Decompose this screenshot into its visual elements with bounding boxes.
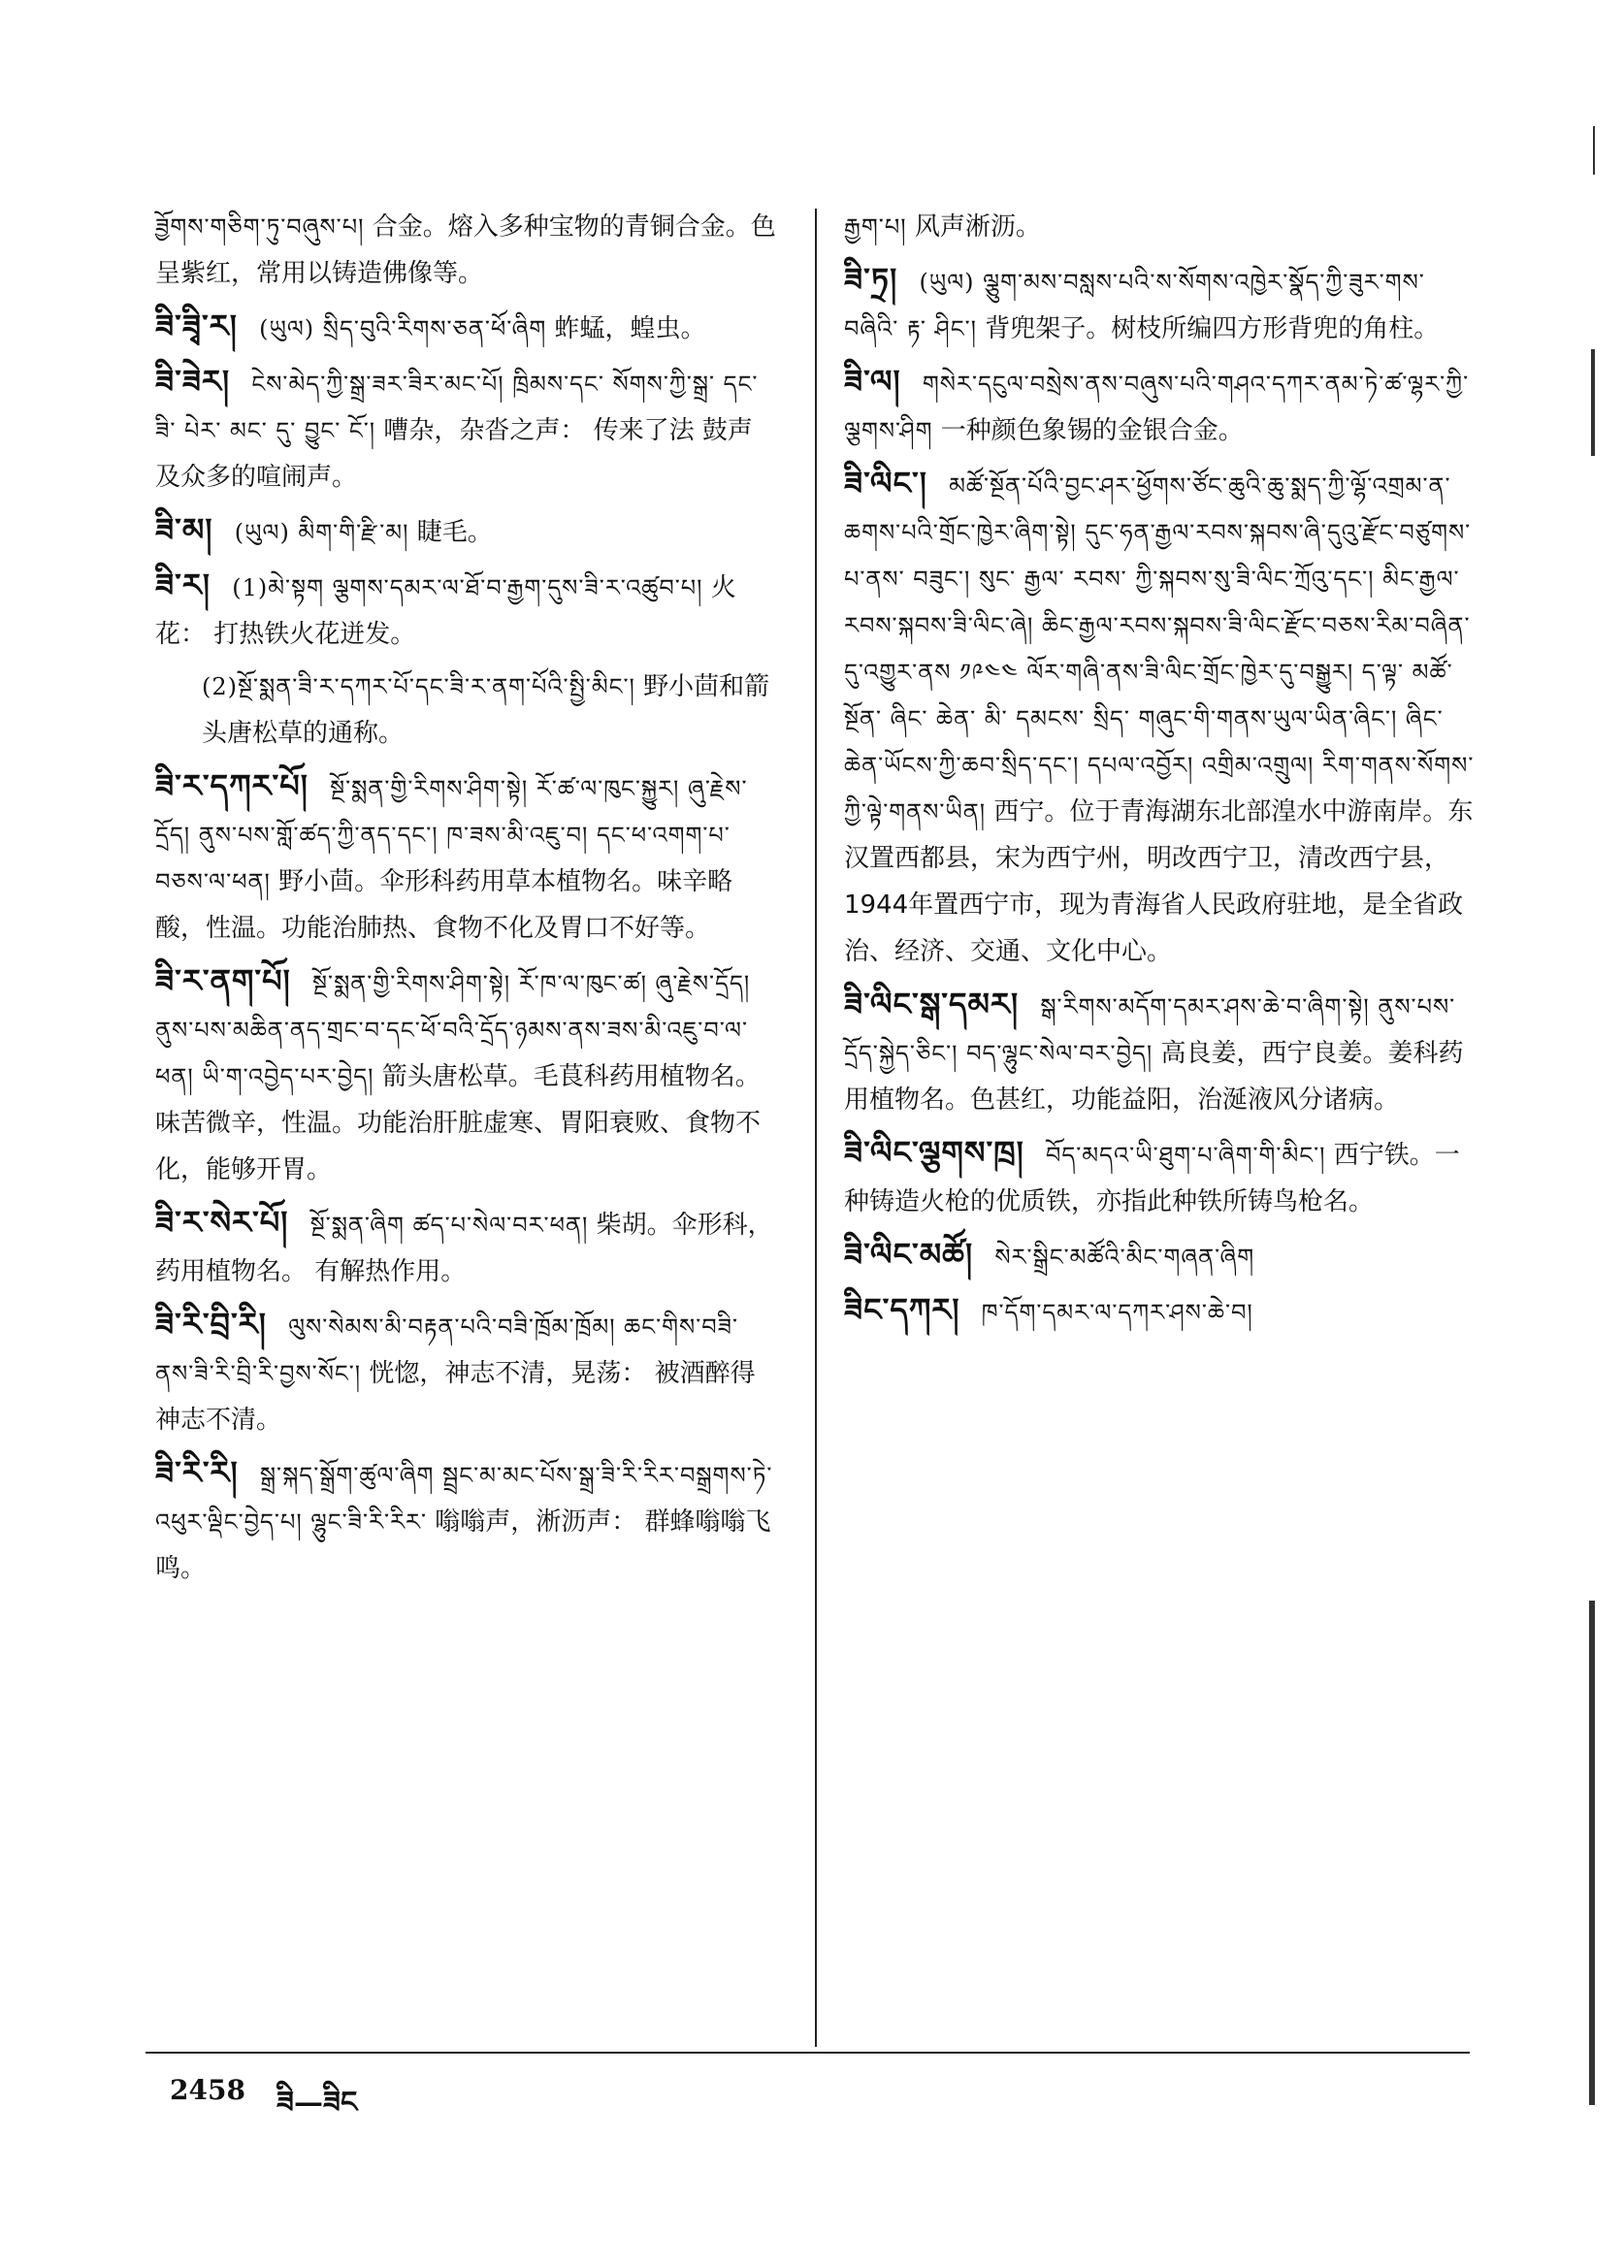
- entry-chinese-definition: 合金。熔入多种宝物的青铜合金。色呈紫红，常用以铸造佛像等。: [155, 212, 776, 288]
- left-column: [155, 204, 776, 1598]
- entry-chinese-definition: 恍惚，神志不清，晃荡： 被酒醉得神志不清。: [155, 1359, 756, 1435]
- dictionary-entry: [844, 358, 1475, 454]
- dictionary-entry: [844, 1286, 1475, 1336]
- scan-edge-mark: [1589, 1601, 1595, 2105]
- entry-tibetan-definition: (ཡུལ) ལྕུག་མས་བསླས་པའི་ས་སོགས་འཁྱེར་སྣོད་ཀྱི་ཟུར་གས་ བཞིའི་ རྟ་ ཤིང་།: [844, 269, 1425, 342]
- entry-headword: ཟི་མ།: [155, 511, 213, 548]
- entry-tibetan-definition: སྔོ་སྨན་གྱི་རིགས་ཤིག་སྟེ། རོ་ཁ་ལ་ཁུང་ཚ། ཞུ་རྗེས་དྲོད། ནུས་པས་མཆིན་ནད་གྲང་བ་དང་ཕོ་བའི་དྲོད་ཉམས་ནས་ཟས་མི་འཇུ་བ་ལ་ཕན། ཡི་ག་འབྱེད་པར་བྱེད།: [155, 970, 751, 1090]
- dictionary-entry: [155, 1449, 776, 1592]
- entry-headword: ཟི་ར་ནག་པོ།: [155, 962, 291, 999]
- dictionary-entry: [155, 1301, 776, 1443]
- entry-tibetan-definition: ཟྱོགས་གཅིག་ཏུ་བཞུས་པ།: [155, 213, 365, 241]
- entry-headword: ཟིང་དཀར།: [844, 1291, 960, 1328]
- entry-headword: ཟི་རི་རི།: [155, 1454, 239, 1491]
- entry-tibetan-definition: (ཡུལ) མིག་གི་རྫི་མ།: [234, 519, 409, 546]
- entry-tibetan-definition: བོད་མདའ་ཡི་ཐུག་པ་ཞིག་གི་མིང་།: [1045, 1142, 1326, 1169]
- entry-tibetan-definition: སྔོ་སྨན་གྱི་རིགས་ཤིག་སྟེ། རོ་ཚ་ལ་ཁུང་སྐྱུར། ཞུ་རྗེས་དྲོད། ནུས་པས་གློ་ཚད་ཀྱི་ནད་དང་། ཁ་ཟས་མི་འཇུ་བ། དང་ཕ་འགག་པ་བཅས་ལ་ཕན།: [155, 775, 748, 895]
- entry-tibetan-definition: རྒྱག་པ།: [844, 213, 907, 241]
- dictionary-entry-sense: [155, 664, 776, 757]
- dictionary-entry: [155, 762, 776, 952]
- entry-headword: ཟི་ལིང་།: [844, 465, 927, 502]
- dictionary-entry: [155, 358, 776, 501]
- entry-headword: ཟི་ལིང་མཚོ།: [844, 1236, 974, 1273]
- entry-headword: ཟི་རི་བྲི་རི།: [155, 1306, 267, 1343]
- entry-headword: ཟི་ཟེར།: [155, 363, 231, 400]
- entry-tibetan-definition: གསེར་དངུལ་བསྲེས་ནས་བཞུས་པའི་གཤའ་དཀར་ནམ་ཏེ་ཚ་ལྷར་ཀྱི་ལྕགས་ཤིག: [844, 371, 1470, 444]
- entry-tibetan-definition: སྔོ་སྨན་ཞིག ཚད་པ་སེལ་བར་ཕན།: [309, 1212, 589, 1239]
- entry-headword: ཟི་ལིང་ལྕགས་ཁྲ།: [844, 1134, 1024, 1171]
- entry-chinese-definition: 一种颜色象锡的金银合金。: [940, 416, 1244, 445]
- page-range-heading: ཟི—ཟིང: [276, 2086, 358, 2120]
- entry-tibetan-definition: (2)སྔོ་སྨན་ཟི་ར་དཀར་པོ་དང་ཟི་ར་ནག་པོའི་སྤྱི་མིང་།: [202, 673, 635, 700]
- entry-chinese-definition: 嘈杂，杂沓之声： 传来了法 鼓声 及众多的喧闹声。: [155, 416, 753, 492]
- dictionary-entry: [844, 460, 1475, 975]
- dictionary-entry: [155, 506, 776, 556]
- entry-chinese-definition: 背兜架子。树枝所编四方形背兜的角柱。: [985, 314, 1440, 343]
- entry-headword: ཟི་ར་དཀར་པོ།: [155, 767, 309, 804]
- entry-chinese-definition: 风声淅沥。: [914, 212, 1041, 242]
- entry-chinese-definition: 西宁。位于青海湖东北部湟水中游南岸。东汉置西都县，宋为西宁州，明改西宁卫，清改西宁县，1944年置西宁市，现为青海省人民政府驻地，是全省政治、经济、交通、文化中心。: [844, 797, 1474, 966]
- entry-chinese-definition: 睫毛。: [416, 518, 493, 547]
- entry-tibetan-definition: མཚོ་སྔོན་པོའི་བྱང་ཤར་ཕྱོགས་ཙོང་ཆུའི་ཆུ་སྨད་ཀྱི་ལྷོ་འགྲམ་ན་ཆགས་པའི་གྲོང་ཁྱེར་ཞིག་སྟེ། དུང་ཧན་རྒྱལ་རབས་སྐབས་ཞི་དུའུ་རྫོང་བཙུགས་པ་ནས་ བཟུང་། སུང་ རྒྱལ་ རབས་ ཀྱི་སྐབས་སུ་ཟི་ལིང་ཀྲོའུ་དང་། མིང་རྒྱལ་རབས་སྐབས་ཟི་ལིང་ཞེ། ཆིང་རྒྱལ་རབས་སྐབས་ཟི་ལིང་རྫོང་བཅས་རིམ་བཞིན་དུ་འགྱུར་ནས ༡༩༤༤ ལོར་གཞི་ནས་ཟི་ལིང་གྲོང་ཁྱེར་དུ་བསྒྱུར། ད་ལྟ་ མཚོ་ སྔོན་ ཞིང་ ཆེན་ མི་ དམངས་ སྲིད་ གཞུང་གི་གནས་ཡུལ་ཡིན་ཞིང་། ཞིང་ཆེན་ཡོངས་ཀྱི་ཆབ་སྲིད་དང་། དཔལ་འབྱོར། འགྲིམ་འགྲུལ། རིག་གནས་སོགས་ཀྱི་ལྟེ་གནས་ཡིན།: [844, 472, 1475, 826]
- dictionary-entry: [155, 303, 776, 352]
- entry-chinese-definition: 高良姜，西宁良姜。姜科药用植物名。色甚红，功能益阳，治涎液风分诸病。: [844, 1039, 1464, 1115]
- right-column: [844, 204, 1475, 1342]
- entry-tibetan-definition: ངེས་མེད་ཀྱི་སྒྲ་ཟར་ཟིར་མང་པོ། ཁྲིམས་དང་ སོགས་ཀྱི་སྒྲ་ དང་ ཟི་ པེར་ མང་ དུ་ བྱུང་ ངོ་།: [155, 371, 759, 444]
- entry-tibetan-definition: (ཡུལ) སྲིད་བུའི་རིགས་ཅན་ཕོ་ཞིག: [259, 315, 547, 342]
- entry-headword: ཟི་ར་སེར་པོ།: [155, 1204, 289, 1241]
- footer-rule: [146, 2052, 1470, 2054]
- dictionary-entry: [844, 981, 1475, 1123]
- page-number: 2458: [170, 2074, 245, 2106]
- entry-headword: ཟི་ཏྲ།: [844, 261, 898, 298]
- entry-tibetan-definition: (1)མེ་སྟག ལྕགས་དམར་ལ་ཐོ་བ་རྒྱག་དུས་ཟི་ར་འཚུབ་པ།: [232, 574, 703, 601]
- entry-headword: ཟི་ལིང་སྒ་དམར།: [844, 986, 1020, 1022]
- scan-edge-mark: [1591, 349, 1595, 456]
- entry-chinese-definition: 火花： 打热铁火花迸发。: [155, 573, 736, 649]
- dictionary-entry: [155, 562, 776, 658]
- entry-chinese-definition: 野小茴和箭头唐松草的通称。: [202, 672, 770, 748]
- dictionary-entry: [844, 204, 1475, 250]
- entry-chinese-definition: 嗡嗡声，淅沥声： 群蜂嗡嗡飞鸣。: [155, 1507, 771, 1583]
- entry-tibetan-definition: སེར་སྒྲིང་མཚོའི་མིང་གཞན་ཞིག: [994, 1244, 1255, 1271]
- entry-chinese-definition: 野小茴。伞形科药用草本植物名。味辛略酸，性温。功能治肺热、食物不化及胃口不好等。: [155, 867, 733, 943]
- column-divider: [815, 209, 817, 2047]
- entry-tibetan-definition: སྒྲ་སྐད་སྒྲོག་ཚུལ་ཞིག སྦྲང་མ་མང་པོས་སྒྲ་ཟི་རི་རིར་བསྒྲགས་ཏེ་འཕུར་ལྡིང་བྱེད་པ། ལྷུང་ཟི་རི་རིར་: [155, 1462, 773, 1536]
- entry-tibetan-definition: ལུས་སེམས་མི་བརྟན་པའི་བཟི་ཁྲོམ་ཁྲོམ། ཆང་གིས་བཟི་ནས་ཟི་རི་བྲི་རི་བྱས་སོང་།: [155, 1313, 739, 1387]
- entry-headword: ཟི་ཟྭི་ར།: [155, 308, 238, 344]
- entry-chinese-definition: 柴胡。伞形科，药用植物名。 有解热作用。: [155, 1211, 773, 1286]
- entry-tibetan-definition: སྒ་རིགས་མདོག་དམར་ཤས་ཆེ་བ་ཞིག་སྟེ། ནུས་པས་དྲོད་སྐྱེད་ཅིང་། བད་ལྷུང་སེལ་བར་བྱེད།: [844, 993, 1456, 1067]
- scan-edge-mark: [1593, 126, 1595, 175]
- entry-chinese-definition: 箭头唐松草。毛茛科药用植物名。味苦微辛，性温。功能治肝脏虚寒、胃阳衰败、食物不化，能够开胃。: [155, 1062, 762, 1184]
- entry-chinese-definition: 西宁铁。一种铸造火枪的优质铁，亦指此种铁所铸鸟枪名。: [844, 1141, 1460, 1216]
- dictionary-entry: [155, 957, 776, 1193]
- entry-headword: ཟི་ར།: [155, 567, 211, 603]
- dictionary-entry: [155, 1199, 776, 1295]
- dictionary-entry: [844, 1129, 1475, 1225]
- entry-tibetan-definition: ཁ་དོག་དམར་ལ་དཀར་ཤས་ཆེ་བ།: [981, 1299, 1253, 1326]
- entry-chinese-definition: 蚱蜢，蝗虫。: [554, 314, 706, 343]
- dictionary-entry: [844, 256, 1475, 352]
- entry-headword: ཟི་ལ།: [844, 363, 901, 400]
- dictionary-entry: [844, 1231, 1475, 1280]
- dictionary-entry: [155, 204, 776, 297]
